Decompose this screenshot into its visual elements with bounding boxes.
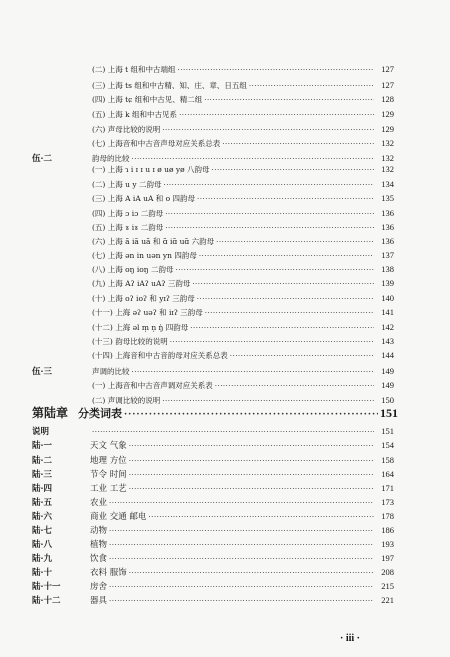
leader-dots (165, 209, 374, 219)
category-page: 171 (381, 483, 394, 493)
leader-dots (249, 81, 374, 91)
entry-label: (六) 上海 ã iã uã 和 ɑ̃ iɑ̃ uɑ̃ 六韵母 (92, 237, 215, 246)
category-number: 陆·十二 (32, 596, 61, 606)
toc-subentry (92, 350, 394, 360)
leader-dots (129, 456, 374, 466)
leader-dots (129, 470, 374, 480)
category-entry (32, 539, 394, 549)
entry-page: 138 (381, 264, 394, 274)
toc-subentry (92, 264, 394, 274)
entry-page: 134 (381, 179, 394, 189)
entry-page: 135 (381, 193, 394, 203)
entry-page: 132 (381, 138, 394, 148)
toc-subentry (92, 64, 394, 74)
section-number: 伍·三 (32, 367, 52, 377)
entry-page: 143 (381, 336, 394, 346)
category-page: 164 (381, 469, 394, 479)
leader-dots (170, 337, 374, 347)
category-page: 186 (381, 525, 394, 535)
leader-dots (109, 526, 374, 536)
entry-label: (七) 上海音和中古音声母对应关系总表 (92, 139, 221, 148)
leader-dots (92, 427, 374, 437)
leader-dots (148, 512, 374, 522)
leader-dots (132, 154, 375, 164)
leader-dots (129, 568, 374, 578)
category-page: 208 (381, 567, 394, 577)
leader-dots (165, 223, 374, 233)
leader-dots (163, 180, 374, 190)
toc-subentry (92, 193, 394, 203)
category-label: 地理 方位 (90, 456, 127, 466)
category-page: 221 (381, 595, 394, 605)
entry-label: (二) 上海 t 组和中古端组 (92, 65, 176, 74)
category-number: 陆·七 (32, 526, 52, 536)
entry-label: (十二) 上海 əl m̩ n̩ ŋ̍ 四韵母 (92, 323, 189, 332)
entry-label: (五) 上海 k 组和中古见系 (92, 110, 178, 119)
category-page: 215 (381, 581, 394, 591)
category-entry (32, 426, 394, 436)
entry-label: 声调的比较 (92, 367, 130, 376)
category-page: 158 (381, 455, 394, 465)
entry-page: 132 (381, 153, 394, 163)
category-label: 农业 (90, 498, 108, 508)
leader-dots (212, 165, 374, 175)
leader-dots (199, 251, 374, 261)
leader-dots (109, 554, 374, 564)
entry-label: (十三) 韵母比较的说明 (92, 337, 168, 346)
category-label: 饮食 (90, 554, 108, 564)
leader-dots (205, 308, 374, 318)
category-page: 178 (381, 511, 394, 521)
leader-dots (109, 540, 374, 550)
category-entry (32, 469, 394, 479)
entry-label: (四) 上海 tɕ 组和中古见、精二组 (92, 95, 203, 104)
leader-dots (109, 582, 374, 592)
category-entry (32, 497, 394, 507)
category-number: 陆·八 (32, 540, 52, 550)
category-entry (32, 511, 394, 521)
leader-dots (222, 139, 374, 149)
category-page: 197 (381, 553, 394, 563)
leader-dots (162, 125, 374, 135)
entry-page: 139 (381, 278, 394, 288)
category-label: 商业 交通 邮电 (90, 512, 147, 522)
entry-label: (四) 上海 ɔ iɔ 二韵母 (92, 209, 164, 218)
entry-label: (九) 上海 Aʔ iAʔ uAʔ 三韵母 (92, 279, 191, 288)
category-entry (32, 440, 394, 450)
toc-subentry (92, 80, 394, 90)
entry-label: (八) 上海 oŋ ioŋ 二韵母 (92, 265, 174, 274)
category-page: 173 (381, 497, 394, 507)
category-entry (32, 581, 394, 591)
category-number: 陆·三 (32, 470, 52, 480)
chapter-title: 分类词表 (78, 407, 123, 420)
category-entry (32, 595, 394, 605)
entry-label: (十一) 上海 əʔ uəʔ 和 iɪʔ 三韵母 (92, 308, 203, 317)
toc-subentry (92, 124, 394, 134)
leader-dots (178, 65, 374, 75)
toc-subentry (92, 164, 394, 174)
category-number: 陆·九 (32, 554, 52, 564)
entry-page: 142 (381, 322, 394, 332)
category-label: 工业 工艺 (90, 484, 127, 494)
page-folio: · iii · (340, 633, 361, 644)
toc-subentry (92, 336, 394, 346)
category-number: 陆·六 (32, 512, 52, 522)
chapter-number: 第陆章 (32, 406, 69, 420)
leader-dots (129, 484, 374, 494)
leader-dots (204, 95, 374, 105)
entry-page: 150 (381, 395, 394, 405)
toc-subentry (92, 322, 394, 332)
entry-page: 136 (381, 222, 394, 232)
leader-dots (124, 407, 378, 423)
entry-page: 132 (381, 164, 394, 174)
toc-subentry (92, 138, 394, 148)
category-label: 器具 (90, 596, 108, 606)
leader-dots (109, 498, 374, 508)
leader-dots (230, 351, 374, 361)
category-entry (32, 553, 394, 563)
toc-section (32, 366, 394, 376)
entry-label: (十四) 上海音和中古音韵母对应关系总表 (92, 351, 228, 360)
entry-label: (一) 上海 ɿ i ɪ ɪ u ɪ ø uø yø 八韵母 (92, 165, 210, 174)
leader-dots (197, 194, 374, 204)
entry-page: 129 (381, 109, 394, 119)
entry-page: 136 (381, 208, 394, 218)
entry-label: (二) 上海 u y 二韵母 (92, 180, 162, 189)
entry-label: (一) 上海音和中古音声调对应关系表 (92, 381, 213, 390)
toc-subentry (92, 236, 394, 246)
toc-subentry (92, 395, 394, 405)
toc-subentry (92, 380, 394, 390)
leader-dots (215, 381, 374, 391)
toc-subentry (92, 109, 394, 119)
entry-page: 141 (381, 307, 394, 317)
category-entry (32, 483, 394, 493)
entry-page: 140 (381, 293, 394, 303)
toc-subentry (92, 278, 394, 288)
leader-dots (175, 265, 374, 275)
category-label: 节令 时间 (90, 470, 127, 480)
chapter-heading (32, 405, 398, 421)
entry-page: 136 (381, 236, 394, 246)
entry-page: 144 (381, 350, 394, 360)
category-number: 陆·四 (32, 484, 52, 494)
category-label: 植物 (90, 540, 108, 550)
category-number: 说明 (32, 427, 50, 437)
leader-dots (129, 441, 374, 451)
toc-subentry (92, 250, 394, 260)
entry-label: (二) 声调比较的说明 (92, 396, 161, 405)
entry-page: 149 (381, 366, 394, 376)
category-label: 动物 (90, 526, 108, 536)
category-label: 房舍 (90, 582, 108, 592)
entry-page: 137 (381, 250, 394, 260)
category-page: 151 (381, 426, 394, 436)
entry-label: (三) 上海 A iA uA 和 o 四韵母 (92, 194, 196, 203)
toc-subentry (92, 293, 394, 303)
leader-dots (109, 596, 374, 606)
category-page: 193 (381, 539, 394, 549)
toc-subentry (92, 179, 394, 189)
section-number: 伍·二 (32, 154, 52, 164)
entry-label: (五) 上海 ɤ iɤ 二韵母 (92, 223, 164, 232)
leader-dots (197, 294, 374, 304)
category-number: 陆·二 (32, 456, 52, 466)
entry-page: 128 (381, 94, 394, 104)
entry-label: 韵母的比较 (92, 154, 130, 163)
leader-dots (132, 367, 375, 377)
toc-subentry (92, 307, 394, 317)
category-number: 陆·十一 (32, 582, 61, 592)
toc-section (32, 153, 394, 163)
leader-dots (192, 279, 374, 289)
category-entry (32, 567, 394, 577)
entry-page: 129 (381, 124, 394, 134)
category-label: 天文 气象 (90, 441, 127, 451)
leader-dots (216, 237, 374, 247)
chapter-page: 151 (380, 406, 398, 420)
entry-page: 127 (381, 80, 394, 90)
entry-page: 149 (381, 380, 394, 390)
entry-label: (十) 上海 oʔ ioʔ 和 yɪʔ 三韵母 (92, 294, 195, 303)
category-number: 陆·五 (32, 498, 52, 508)
entry-label: (六) 声母比较的说明 (92, 125, 161, 134)
category-entry (32, 525, 394, 535)
toc-subentry (92, 94, 394, 104)
toc-subentry (92, 222, 394, 232)
category-number: 陆·十 (32, 568, 52, 578)
entry-label: (三) 上海 ts 组和中古精、知、庄、章、日五组 (92, 81, 247, 90)
entry-page: 127 (381, 64, 394, 74)
category-number: 陆·一 (32, 441, 52, 451)
category-page: 154 (381, 440, 394, 450)
leader-dots (179, 110, 374, 120)
entry-label: (七) 上海 ən in uən yn 四韵母 (92, 251, 197, 260)
category-label: 衣料 服饰 (90, 568, 127, 578)
leader-dots (190, 323, 374, 333)
toc-subentry (92, 208, 394, 218)
category-entry (32, 455, 394, 465)
